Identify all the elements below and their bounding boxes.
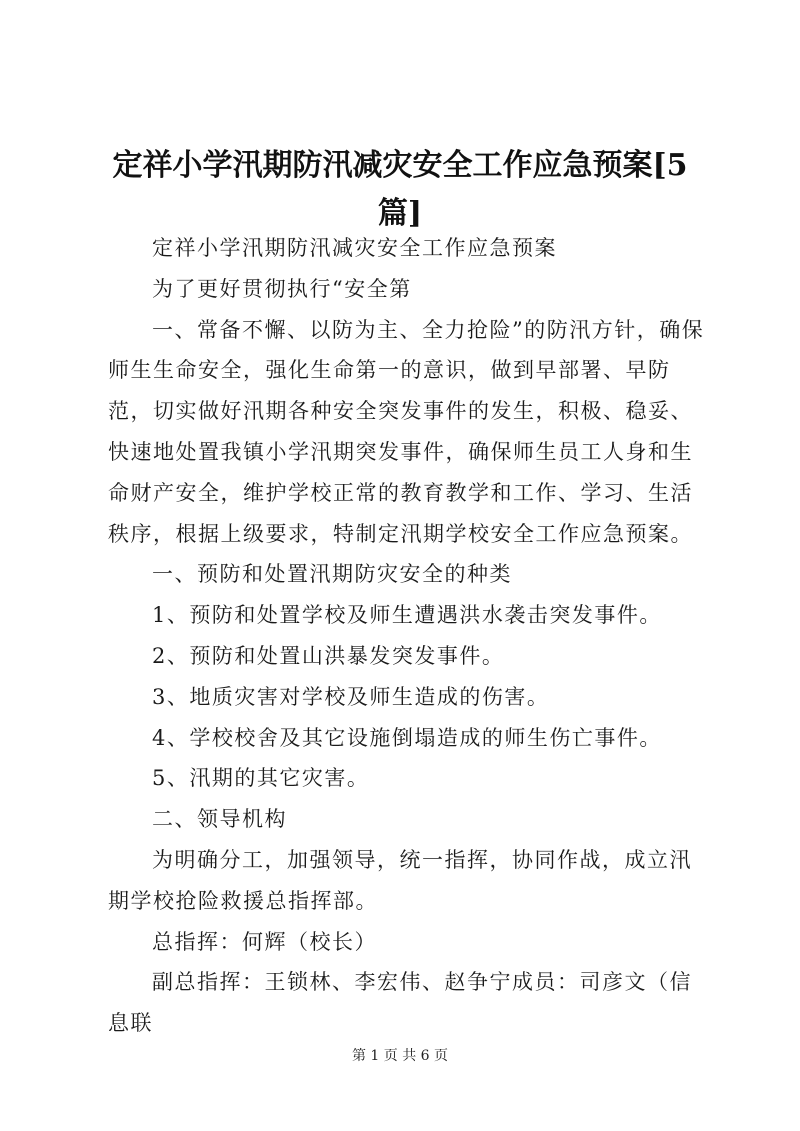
list-item: 2、预防和处置山洪暴发突发事件。 bbox=[152, 643, 505, 668]
list-item: 4、学校校舍及其它设施倒塌造成的师生伤亡事件。 bbox=[152, 725, 662, 750]
page-number: 第 1 页 共 6 页 bbox=[351, 1048, 449, 1064]
paragraph-leadership: 为明确分工，加强领导，统一指挥，协同作战，成立汛期学校抢险救援总指挥部。 bbox=[108, 847, 692, 913]
document-body bbox=[108, 228, 708, 1044]
document-title: 定祥小学汛期防汛减灾安全工作应急预案[5篇] bbox=[112, 148, 688, 231]
list-item: 1、预防和处置学校及师生遭遇洪水袭击突发事件。 bbox=[152, 603, 662, 628]
list-item: 3、地质灾害对学校及师生造成的伤害。 bbox=[152, 684, 550, 709]
section-heading-categories: 一、预防和处置汛期防灾安全的种类 bbox=[152, 562, 512, 587]
list-item: 5、汛期的其它灾害。 bbox=[152, 766, 370, 791]
paragraph-commander: 总指挥：何辉（校长） bbox=[152, 929, 377, 954]
paragraph-policy: 一、常备不懈、以防为主、全力抢险”的防汛方针，确保师生生命安全，强化生命第一的意识，做到早部署、早防范，切实做好汛期各种安全突发事件的发生，积极、稳妥、快速地处置我镇小学汛期突发事件，确保师生员工人身和生命财产安全，维护学校正常的教育教学和工作、学习、生活秩序，根据上级要求，特制定汛期学校安全工作应急预案。 bbox=[108, 317, 705, 546]
section-heading-leadership: 二、领导机构 bbox=[152, 807, 287, 832]
paragraph-deputy-commanders: 副总指挥：王锁林、李宏伟、赵争宁成员：司彦文（信息联 bbox=[108, 970, 692, 1036]
paragraph-intro: 为了更好贯彻执行“安全第 bbox=[152, 276, 412, 301]
paragraph-subtitle: 定祥小学汛期防汛减灾安全工作应急预案 bbox=[152, 236, 557, 260]
